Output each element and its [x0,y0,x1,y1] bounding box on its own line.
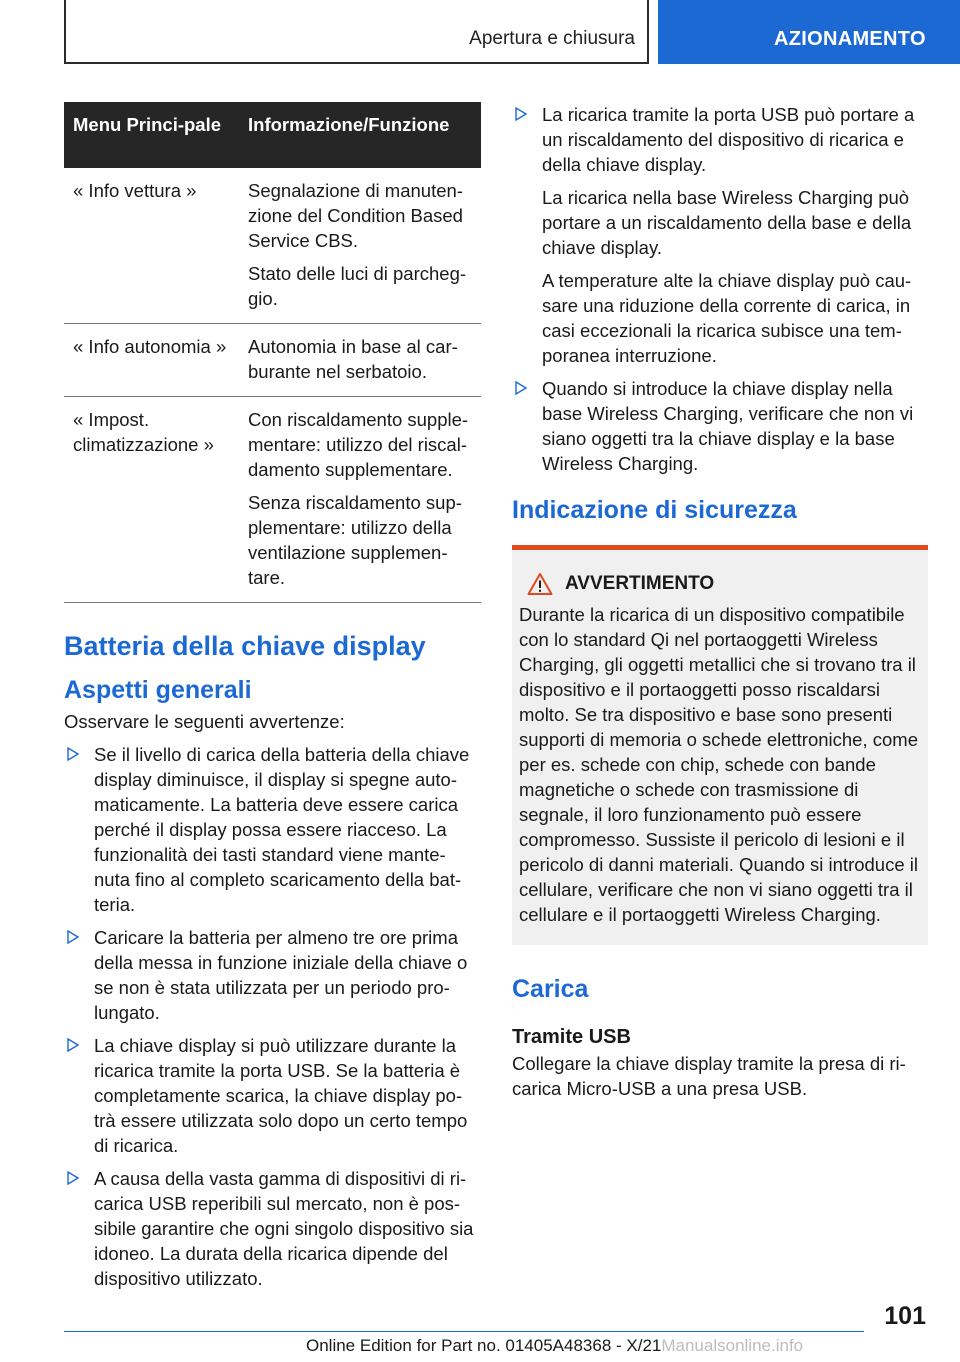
triangle-bullet-icon [66,930,80,944]
list-item [64,742,481,917]
charging-section-title: Carica [512,975,589,1003]
menu-table-header-menu: Menu Princi-pale [64,102,239,168]
info-cell [239,168,481,324]
menu-cell: « Info vettura » [64,168,239,324]
info-text: Segnalazione di manuten-zione del Condition Based Service CBS. [248,180,463,251]
menu-cell: « Impost. climatizzazione » [64,397,239,603]
charging-bullet-list [512,102,928,476]
menu-table-header-info: Informazione/Funzione [239,102,481,168]
menu-cell: « Info autonomia » [64,324,239,397]
general-subsection-title: Aspetti generali [64,676,252,704]
battery-bullet-list [64,742,481,1291]
footer-edition [306,1336,803,1356]
bullet-text: La chiave display si può utilizzare durante la ricarica tramite la porta USB. Se la batteria è completamente scarica, la chiave display po-trà essere utilizzata solo dopo un certo tempo di ricarica. [94,1035,468,1156]
triangle-bullet-icon [66,1171,80,1185]
warning-box [512,545,928,945]
right-column [512,102,928,1109]
footer-edition-text: Online Edition for Part no. 01405A48368 - X/21 [306,1336,662,1355]
list-item [64,925,481,1025]
warning-text: Durante la ricarica di un dispositivo compatibile con lo standard Qi nel portaoggetti Wireless Charging, gli oggetti metallici che si trovano tra il dispositivo e il portaoggetti posso riscaldarsi molto. Se tra dispositivo e base sono presenti supporti di memoria o schede elettroniche, come per es. schede con chip, schede con bande magnetiche o schede con trasmissione di segnale, il loro funzionamento può essere compromesso. Sussiste il pericolo di lesioni e il pericolo di danni materiali. Quando si introduce il cellulare, verificare che non vi siano oggetti tra il cellulare e il portaoggetti Wireless Charging. [519,604,918,925]
warning-title: AVVERTIMENTO [565,573,715,594]
menu-table-header-row [64,102,481,168]
info-text: Stato delle luci di parcheg-gio. [248,263,467,309]
warning-header [519,572,920,596]
list-item [64,1033,481,1158]
triangle-bullet-icon [514,107,528,121]
info-text: Con riscaldamento supple-mentare: utilizzo del riscal-damento supplementare. [248,409,469,480]
info-text: Senza riscaldamento sup-plementare: utilizzo della ventilazione supplemen-tare. [248,492,462,588]
battery-intro: Osservare le seguenti avvertenze: [64,711,345,732]
header-section-title: Apertura e chiusura [469,28,635,49]
battery-section-title: Batteria della chiave display [64,631,426,661]
bullet-text: Quando si introduce la chiave display nella base Wireless Charging, verificare che non vi siano oggetti tra la chiave display e la base Wireless Charging. [542,378,914,474]
footer-divider [64,1331,864,1332]
footer-watermark: Manualsonline.info [661,1336,804,1355]
usb-text: Collegare la chiave display tramite la presa di ri-carica Micro-USB a una presa USB. [512,1053,906,1099]
left-column [64,102,481,1299]
warning-triangle-icon [527,572,553,596]
list-item [512,102,928,368]
info-cell [239,324,481,397]
triangle-bullet-icon [66,1038,80,1052]
bullet-text: La ricarica tramite la porta USB può portare a un riscaldamento del dispositivo di ricarica e della chiave display. [542,104,915,175]
table-row [64,397,481,603]
menu-table [64,102,481,603]
header-chapter-tab[interactable]: AZIONAMENTO [658,0,960,64]
bullet-text: Caricare la batteria per almeno tre ore prima della messa in funzione iniziale della chiave o se non è stata utilizzata per un periodo pro-lungato. [94,927,468,1023]
triangle-bullet-icon [66,747,80,761]
bullet-text: A causa della vasta gamma di dispositivi di ri-carica USB reperibili sul mercato, non è pos-sibile garantire che ogni singolo dispositivo sia idoneo. La durata della ricarica dipende del dispositivo utilizzato. [94,1168,474,1289]
list-item [64,1166,481,1291]
triangle-bullet-icon [514,381,528,395]
safety-section-title: Indicazione di sicurezza [512,496,797,524]
page-number: 101 [884,1302,926,1330]
bullet-text: Se il livello di carica della batteria della chiave display diminuisce, il display si spegne auto-maticamente. La batteria deve essere carica perché il display possa essere riacceso. La funzionalità dei tasti standard viene mante-nuta fino al completo scaricamento della bat-teria. [94,744,470,915]
bullet-text: A temperature alte la chiave display può cau-sare una riduzione della corrente di carica, in casi eccezionali la ricarica subisce una tem-poranea interruzione. [542,270,912,366]
table-row [64,168,481,324]
table-row [64,324,481,397]
info-cell [239,397,481,603]
info-text: Autonomia in base al car-burante nel serbatoio. [248,336,458,382]
list-item [512,376,928,476]
bullet-text: La ricarica nella base Wireless Charging può portare a un riscaldamento della base e della chiave display. [542,187,912,258]
usb-subsection-title: Tramite USB [512,1026,631,1048]
